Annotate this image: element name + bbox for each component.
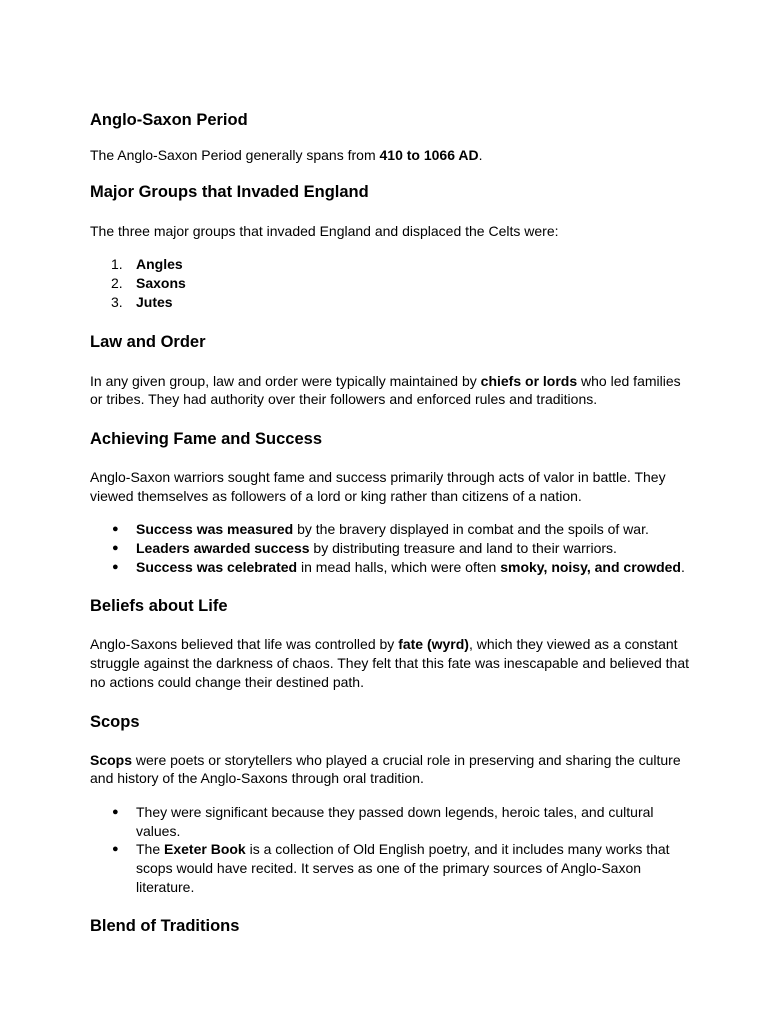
text: The Anglo-Saxon Period generally spans from xyxy=(90,147,380,163)
text: Anglo-Saxons believed that life was controlled by xyxy=(90,636,399,653)
bullet-list-scops xyxy=(90,803,690,897)
bold-text: 410 to 1066 AD xyxy=(379,147,479,163)
bullet-icon: ● xyxy=(112,805,119,818)
heading-blend-of-traditions: Blend of Traditions xyxy=(90,917,240,936)
list-item xyxy=(90,274,690,293)
document-page xyxy=(90,108,690,938)
list-item xyxy=(90,558,690,577)
bold-text: Saxons xyxy=(136,275,186,292)
list-item xyxy=(90,520,690,539)
text: The xyxy=(136,841,165,858)
bullet-list-success xyxy=(90,520,690,576)
paragraph-beliefs-about-life xyxy=(90,635,690,691)
list-number: 3. xyxy=(111,293,123,310)
bold-text: chiefs or lords xyxy=(480,372,578,389)
paragraph-major-groups: The three major groups that invaded England and displaced the Celts were: xyxy=(90,222,559,239)
list-item xyxy=(90,293,690,312)
bullet-icon: ● xyxy=(112,542,119,555)
bold-text: Angles xyxy=(136,256,183,273)
text: by the bravery displayed in combat and the spoils of war. xyxy=(293,521,649,538)
text: . xyxy=(680,558,685,575)
text: were poets or storytellers who played a crucial role in preserving and sharing the culture and history of the Anglo-Saxons through oral tradition. xyxy=(90,751,681,787)
heading-beliefs-about-life: Beliefs about Life xyxy=(90,597,228,616)
text: They were significant because they passed down legends, heroic tales, and cultural values. xyxy=(136,803,654,839)
bold-text: Success was celebrated xyxy=(136,558,298,575)
list-number: 2. xyxy=(111,275,123,292)
list-item xyxy=(90,803,690,840)
text: , which they viewed as a constant struggle against the darkness of chaos. They felt that this fate was inescapable and believed that no actions could change their destined path. xyxy=(90,636,690,690)
text: in mead halls, which were often xyxy=(297,558,501,575)
heading-fame-and-success: Achieving Fame and Success xyxy=(90,429,323,448)
paragraph-scops xyxy=(90,751,690,788)
text: by distributing treasure and land to their warriors. xyxy=(309,540,617,557)
bullet-icon: ● xyxy=(112,560,119,573)
bold-text: fate (wyrd) xyxy=(398,636,469,653)
bold-text: Exeter Book xyxy=(164,841,246,858)
bullet-icon: ● xyxy=(112,523,119,536)
bold-text: smoky, noisy, and crowded xyxy=(500,558,681,575)
paragraph-fame-and-success: Anglo-Saxon warriors sought fame and success primarily through acts of valor in battle. They viewed themselves as followers of a lord or king rather than citizens of a nation. xyxy=(90,468,666,504)
heading-major-groups: Major Groups that Invaded England xyxy=(90,182,369,201)
list-item xyxy=(90,539,690,558)
list-number: 1. xyxy=(111,256,123,273)
numbered-list-groups xyxy=(90,255,690,311)
heading-anglo-saxon-period: Anglo-Saxon Period xyxy=(90,111,248,129)
text: who led families or tribes. They had authority over their followers and enforced rules and traditions. xyxy=(90,372,681,408)
bold-text: Success was measured xyxy=(136,521,294,538)
text: is a collection of Old English poetry, and it includes many works that scops would have recited. It serves as one of the primary sources of Anglo-Saxon literature. xyxy=(136,841,670,895)
bold-text: Leaders awarded success xyxy=(136,540,310,557)
list-item xyxy=(90,840,690,896)
list-item xyxy=(90,255,690,274)
text: . xyxy=(478,147,483,163)
paragraph-period-span xyxy=(90,146,690,165)
bullet-icon: ● xyxy=(112,843,119,856)
heading-law-and-order: Law and Order xyxy=(90,332,206,351)
text: In any given group, law and order were typically maintained by xyxy=(90,372,481,389)
heading-scops: Scops xyxy=(90,712,140,731)
paragraph-law-and-order xyxy=(90,372,690,409)
bold-text: Scops xyxy=(90,751,133,768)
bold-text: Jutes xyxy=(136,293,173,310)
